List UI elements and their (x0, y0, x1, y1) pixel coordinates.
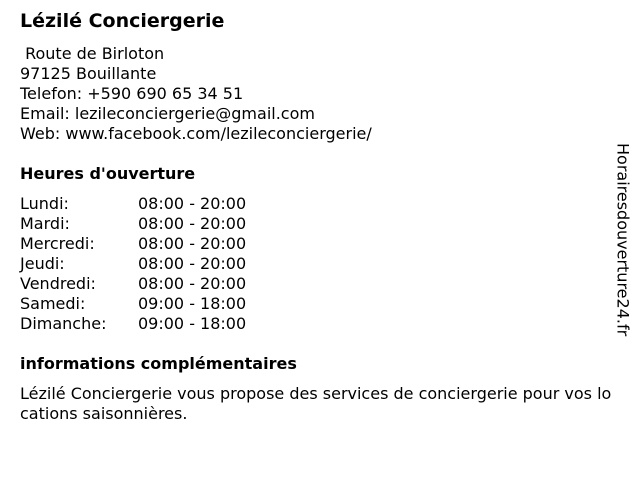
time-range: 08:00 - 20:00 (138, 214, 247, 233)
watermark-text: Horairesdouverture24.fr (613, 143, 633, 337)
day-label: Mercredi: (20, 234, 95, 253)
time-range: 09:00 - 18:00 (138, 314, 247, 333)
hours-table (20, 194, 320, 334)
day-label: Lundi: (20, 194, 69, 213)
hours-row-friday (20, 274, 320, 294)
info-heading: informations complémentaires (20, 354, 297, 373)
business-name: Lézilé Conciergerie (20, 10, 225, 32)
phone-number[interactable]: Telefon: +590 690 65 34 51 (20, 84, 244, 103)
info-description: Lézilé Conciergerie vous propose des services de conciergerie pour vos locations saisonnières. (20, 384, 612, 423)
day-label: Vendredi: (20, 274, 96, 293)
time-range: 08:00 - 20:00 (138, 274, 247, 293)
address-street: Route de Birloton (20, 44, 165, 63)
hours-row-monday (20, 194, 320, 214)
time-range: 09:00 - 18:00 (138, 294, 247, 313)
time-range: 08:00 - 20:00 (138, 194, 247, 213)
time-range: 08:00 - 20:00 (138, 254, 247, 273)
hours-row-sunday (20, 314, 320, 334)
hours-row-thursday (20, 254, 320, 274)
hours-heading: Heures d'ouverture (20, 164, 196, 183)
hours-row-saturday (20, 294, 320, 314)
hours-row-wednesday (20, 234, 320, 254)
email-address[interactable]: Email: lezileconciergerie@gmail.com (20, 104, 315, 123)
contact-block (20, 44, 372, 144)
hours-row-tuesday (20, 214, 320, 234)
time-range: 08:00 - 20:00 (138, 234, 247, 253)
website-link[interactable]: Web: www.facebook.com/lezileconciergerie/ (20, 124, 372, 143)
day-label: Samedi: (20, 294, 86, 313)
day-label: Dimanche: (20, 314, 107, 333)
day-label: Mardi: (20, 214, 70, 233)
day-label: Jeudi: (20, 254, 65, 273)
watermark-container (612, 135, 634, 345)
address-city: 97125 Bouillante (20, 64, 157, 83)
